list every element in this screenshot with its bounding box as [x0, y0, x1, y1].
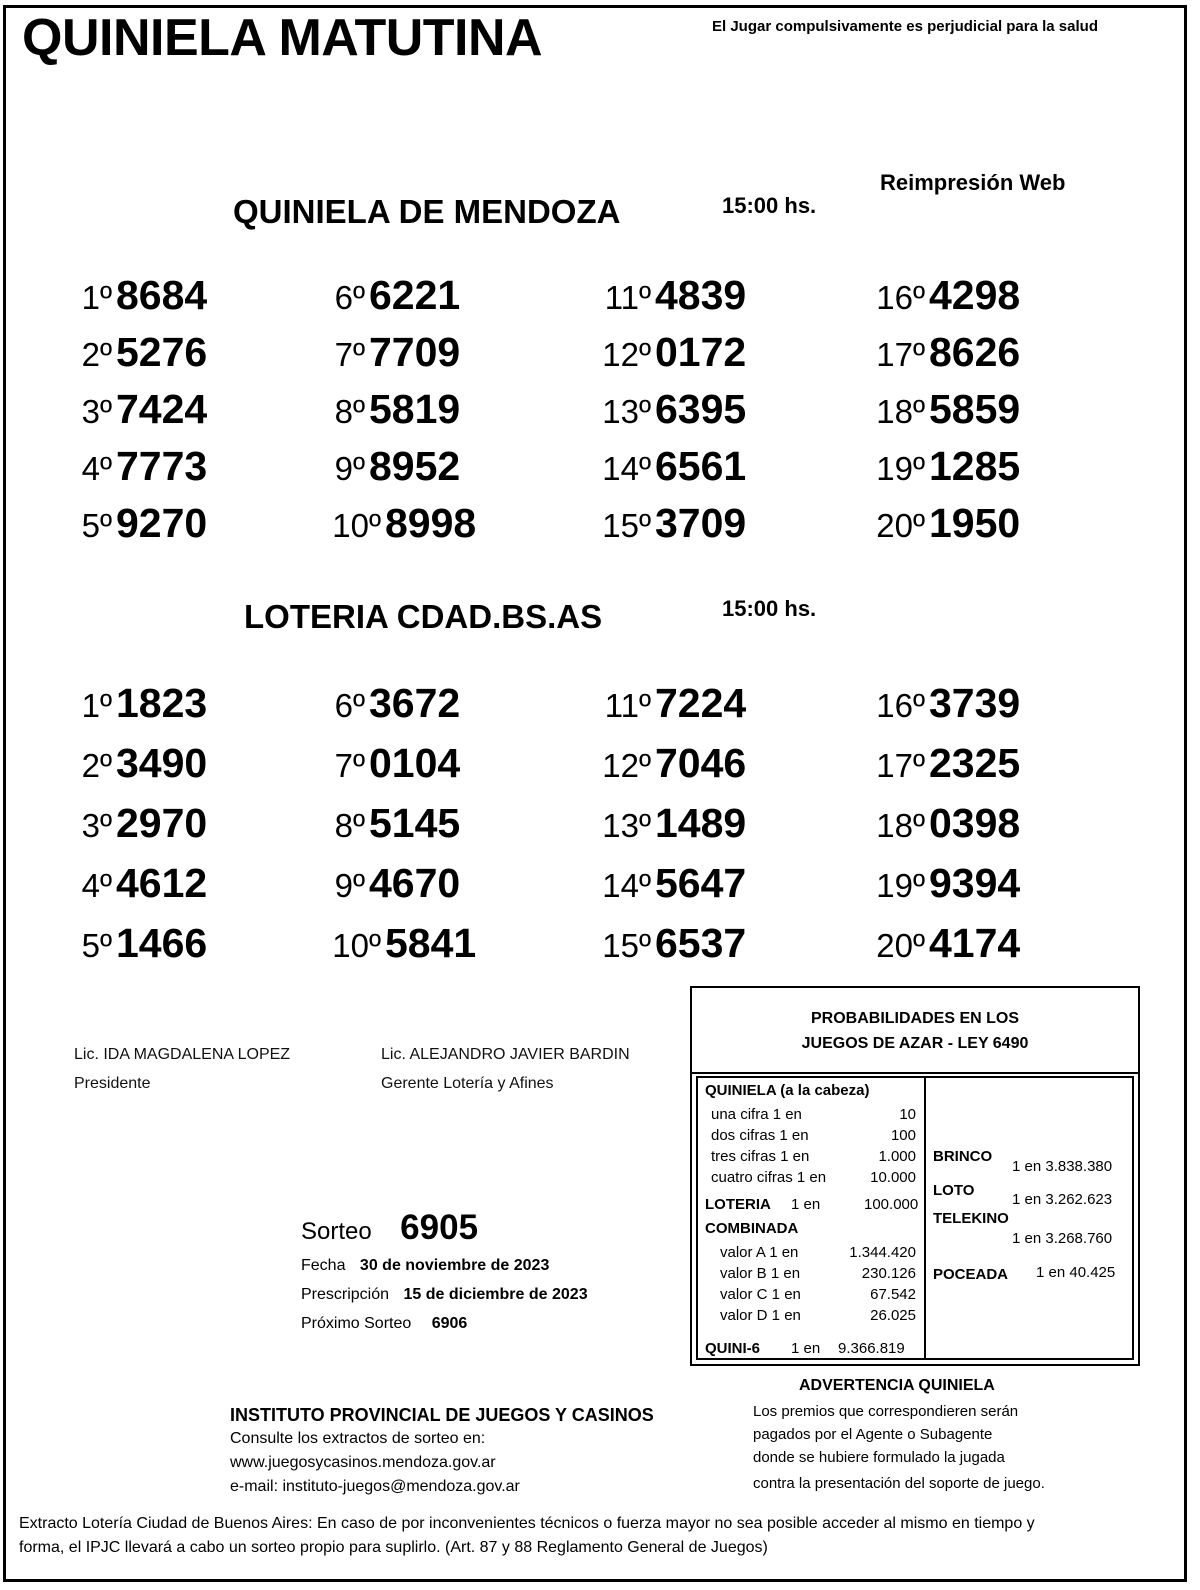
result-entry [867, 272, 1020, 319]
result-entry [70, 800, 207, 847]
quiniela-prob-label: QUINIELA (a la cabeza) [705, 1082, 870, 1099]
proximo-value: 6906 [431, 1315, 468, 1332]
prob-row-label: valor B 1 en [720, 1265, 801, 1282]
probabilities-table [696, 1076, 1134, 1360]
probabilities-box [690, 986, 1140, 1366]
result-position: 20º [876, 927, 925, 964]
result-number: 8684 [116, 272, 208, 318]
signature-left-name: Lic. IDA MAGDALENA LOPEZ [74, 1046, 291, 1063]
result-number: 3672 [369, 680, 461, 726]
result-number: 1285 [929, 443, 1021, 489]
gambling-warning: El Jugar compulsivamente es perjudicial para la salud [712, 18, 1098, 35]
result-entry [323, 740, 460, 787]
prob-row-value: 230.126 [861, 1265, 916, 1282]
result-number: 1466 [116, 920, 208, 966]
result-number: 4612 [116, 860, 208, 906]
result-position: 17º [876, 747, 925, 784]
result-number: 8626 [929, 329, 1021, 375]
result-position: 4º [81, 867, 112, 904]
result-number: 8952 [369, 443, 461, 489]
result-entry [70, 500, 207, 547]
result-entry [867, 443, 1020, 490]
prob-row-label: cuatro cifras 1 en [711, 1169, 827, 1186]
probabilities-divider [924, 1078, 926, 1358]
proximo-row [301, 1315, 467, 1333]
result-position: 7º [334, 336, 365, 373]
instituto-title: INSTITUTO PROVINCIAL DE JUEGOS Y CASINOS [230, 1405, 654, 1425]
result-entry [867, 680, 1020, 727]
result-position: 11º [604, 279, 651, 316]
result-entry [867, 386, 1020, 433]
result-number: 5276 [116, 329, 208, 375]
result-position: 13º [602, 807, 651, 844]
loteria-time: 15:00 hs. [722, 596, 817, 621]
result-number: 2325 [929, 740, 1021, 786]
result-position: 15º [602, 927, 651, 964]
prob-row-label: valor D 1 en [720, 1307, 801, 1324]
result-number: 0104 [369, 740, 461, 786]
result-position: 1º [81, 279, 112, 316]
prob-row-label: una cifra 1 en [711, 1106, 802, 1123]
result-position: 3º [81, 393, 112, 430]
result-position: 18º [876, 393, 925, 430]
result-number: 4174 [929, 920, 1021, 966]
result-position: 8º [334, 807, 365, 844]
result-entry [593, 920, 746, 967]
result-number: 4670 [369, 860, 461, 906]
prob-row-label: valor A 1 en [720, 1244, 799, 1261]
result-position: 11º [604, 687, 651, 724]
result-entry [593, 680, 746, 727]
result-entry [593, 386, 746, 433]
brinco-prob-value: 1 en 3.838.380 [1012, 1158, 1113, 1175]
quini6-prob-value: 9.366.819 [838, 1340, 905, 1357]
result-entry [323, 272, 460, 319]
result-position: 9º [334, 867, 365, 904]
result-entry [323, 680, 460, 727]
prescripcion-label: Prescripción [301, 1286, 390, 1303]
result-number: 5647 [655, 860, 747, 906]
result-number: 0172 [655, 329, 747, 375]
signature-left [74, 1040, 290, 1098]
result-position: 14º [602, 867, 651, 904]
sorteo-number: 6905 [400, 1208, 479, 1247]
prescripcion-row [301, 1286, 588, 1304]
result-position: 8º [334, 393, 365, 430]
result-position: 16º [876, 279, 925, 316]
poceada-prob-label: POCEADA [933, 1266, 1009, 1283]
prob-row-value: 1.000 [878, 1148, 916, 1165]
result-entry [867, 329, 1020, 376]
mendoza-time: 15:00 hs. [722, 193, 817, 218]
result-number: 4839 [655, 272, 747, 318]
loteria-prob-en: 1 en [791, 1196, 821, 1213]
signature-right-role: Gerente Lotería y Afines [381, 1075, 554, 1092]
signature-left-role: Presidente [74, 1075, 151, 1092]
advertencia-text [753, 1400, 1045, 1495]
loto-prob-label: LOTO [933, 1182, 975, 1199]
result-position: 19º [876, 450, 925, 487]
result-position: 15º [602, 507, 651, 544]
probabilities-title-line2: JUEGOS DE AZAR - LEY 6490 [801, 1035, 1029, 1052]
footer-line: forma, el IPJC llevará a cabo un sorteo propio para suplirlo. (Art. 87 y 88 Reglamento General de Juegos) [19, 1539, 768, 1556]
result-entry [323, 500, 476, 547]
result-entry [323, 329, 460, 376]
instituto-website-link[interactable]: www.juegosycasinos.mendoza.gov.ar [230, 1454, 496, 1471]
result-entry [70, 680, 207, 727]
instituto-text [230, 1427, 520, 1499]
result-number: 9394 [929, 860, 1021, 906]
result-position: 16º [876, 687, 925, 724]
result-entry [867, 920, 1020, 967]
result-entry [867, 860, 1020, 907]
result-number: 5841 [385, 920, 477, 966]
reprint-label: Reimpresión Web [880, 170, 1066, 195]
result-entry [593, 860, 746, 907]
result-number: 6537 [655, 920, 747, 966]
result-number: 7046 [655, 740, 747, 786]
result-position: 7º [334, 747, 365, 784]
result-position: 18º [876, 807, 925, 844]
result-position: 5º [81, 507, 112, 544]
prescripcion-value: 15 de diciembre de 2023 [403, 1286, 588, 1303]
telekino-prob-value: 1 en 3.268.760 [1012, 1230, 1113, 1247]
result-position: 10º [332, 507, 381, 544]
result-entry [70, 272, 207, 319]
result-entry [323, 860, 460, 907]
loteria-prob-label: LOTERIA [705, 1196, 771, 1213]
prob-row-value: 26.025 [870, 1307, 916, 1324]
fecha-label: Fecha [301, 1257, 346, 1274]
result-number: 1950 [929, 500, 1021, 546]
loteria-prob-value: 100.000 [864, 1196, 919, 1213]
result-position: 2º [81, 747, 112, 784]
result-entry [593, 272, 746, 319]
result-entry [593, 500, 746, 547]
result-position: 1º [81, 687, 112, 724]
prob-row-label: dos cifras 1 en [711, 1127, 809, 1144]
result-entry [593, 800, 746, 847]
result-position: 14º [602, 450, 651, 487]
result-position: 3º [81, 807, 112, 844]
sorteo-label: Sorteo [301, 1218, 372, 1245]
probabilities-header [692, 988, 1138, 1074]
result-number: 7709 [369, 329, 461, 375]
result-number: 7773 [116, 443, 208, 489]
result-position: 6º [334, 687, 365, 724]
prob-row-value: 100 [890, 1127, 916, 1144]
signature-right [381, 1040, 630, 1098]
result-entry [867, 740, 1020, 787]
mendoza-title: QUINIELA DE MENDOZA [233, 193, 621, 230]
result-position: 12º [602, 747, 651, 784]
fecha-value: 30 de noviembre de 2023 [359, 1257, 550, 1274]
result-number: 4298 [929, 272, 1021, 318]
result-number: 5819 [369, 386, 461, 432]
advertencia-line: donde se hubiere formulado la jugada [753, 1449, 1005, 1466]
loto-prob-value: 1 en 3.262.623 [1012, 1191, 1113, 1208]
result-number: 5145 [369, 800, 461, 846]
quini6-prob-en: 1 en [791, 1340, 821, 1357]
result-number: 0398 [929, 800, 1021, 846]
result-position: 10º [332, 927, 381, 964]
sorteo-block [301, 1208, 478, 1248]
footer-note [19, 1512, 1035, 1560]
result-position: 13º [602, 393, 651, 430]
signature-right-name: Lic. ALEJANDRO JAVIER BARDIN [381, 1046, 630, 1063]
result-entry [70, 740, 207, 787]
advertencia-line: Los premios que correspondieren serán [753, 1403, 1019, 1420]
result-position: 6º [334, 279, 365, 316]
result-number: 2970 [116, 800, 208, 846]
result-entry [70, 329, 207, 376]
probabilities-title-line1: PROBABILIDADES EN LOS [810, 1010, 1019, 1027]
result-position: 17º [876, 336, 925, 373]
advertencia-title: ADVERTENCIA QUINIELA [799, 1377, 995, 1394]
result-number: 3709 [655, 500, 747, 546]
proximo-label: Próximo Sorteo [301, 1315, 412, 1332]
result-number: 7424 [116, 386, 208, 432]
result-position: 5º [81, 927, 112, 964]
result-entry [70, 920, 207, 967]
brinco-prob-label: BRINCO [933, 1148, 993, 1165]
result-entry [323, 443, 460, 490]
loteria-title: LOTERIA CDAD.BS.AS [244, 598, 603, 635]
telekino-prob-label: TELEKINO [933, 1210, 1009, 1227]
prob-row-label: valor C 1 en [720, 1286, 801, 1303]
footer-line: Extracto Lotería Ciudad de Buenos Aires: En caso de por inconvenientes técnicos o fuerza mayor no sea posible acceder al mismo en tiempo y [19, 1515, 1035, 1532]
result-position: 19º [876, 867, 925, 904]
result-entry [323, 386, 460, 433]
result-entry [70, 386, 207, 433]
result-number: 1489 [655, 800, 747, 846]
prob-row-label: tres cifras 1 en [711, 1148, 810, 1165]
advertencia-line: pagados por el Agente o Subagente [753, 1426, 993, 1443]
result-number: 8998 [385, 500, 477, 546]
result-entry [323, 800, 460, 847]
result-number: 7224 [655, 680, 747, 726]
result-position: 4º [81, 450, 112, 487]
prob-row-value: 10.000 [870, 1169, 916, 1186]
result-entry [593, 443, 746, 490]
result-entry [70, 443, 207, 490]
result-position: 20º [876, 507, 925, 544]
prob-row-value: 67.542 [870, 1286, 916, 1303]
poceada-prob-value: 1 en 40.425 [1036, 1264, 1116, 1281]
result-entry [593, 329, 746, 376]
result-number: 6561 [655, 443, 747, 489]
prob-row-value: 1.344.420 [849, 1244, 916, 1261]
result-number: 5859 [929, 386, 1021, 432]
instituto-email-link[interactable]: e-mail: instituto-juegos@mendoza.gov.ar [230, 1478, 520, 1495]
combinada-prob-label: COMBINADA [705, 1220, 799, 1237]
result-position: 2º [81, 336, 112, 373]
prob-row-value: 10 [899, 1106, 916, 1123]
result-entry [593, 740, 746, 787]
advertencia-line: contra la presentación del soporte de juego. [753, 1475, 1045, 1492]
result-position: 9º [334, 450, 365, 487]
result-number: 6395 [655, 386, 747, 432]
result-number: 9270 [116, 500, 208, 546]
instituto-consult: Consulte los extractos de sorteo en: [230, 1430, 486, 1447]
result-number: 6221 [369, 272, 461, 318]
result-number: 3739 [929, 680, 1021, 726]
result-position: 12º [602, 336, 651, 373]
result-entry [70, 860, 207, 907]
result-entry [867, 800, 1020, 847]
result-number: 1823 [116, 680, 208, 726]
fecha-row [301, 1257, 549, 1275]
quini6-prob-label: QUINI-6 [705, 1340, 761, 1357]
result-entry [867, 500, 1020, 547]
result-number: 3490 [116, 740, 208, 786]
page-title: QUINIELA MATUTINA [22, 9, 543, 67]
result-entry [323, 920, 476, 967]
